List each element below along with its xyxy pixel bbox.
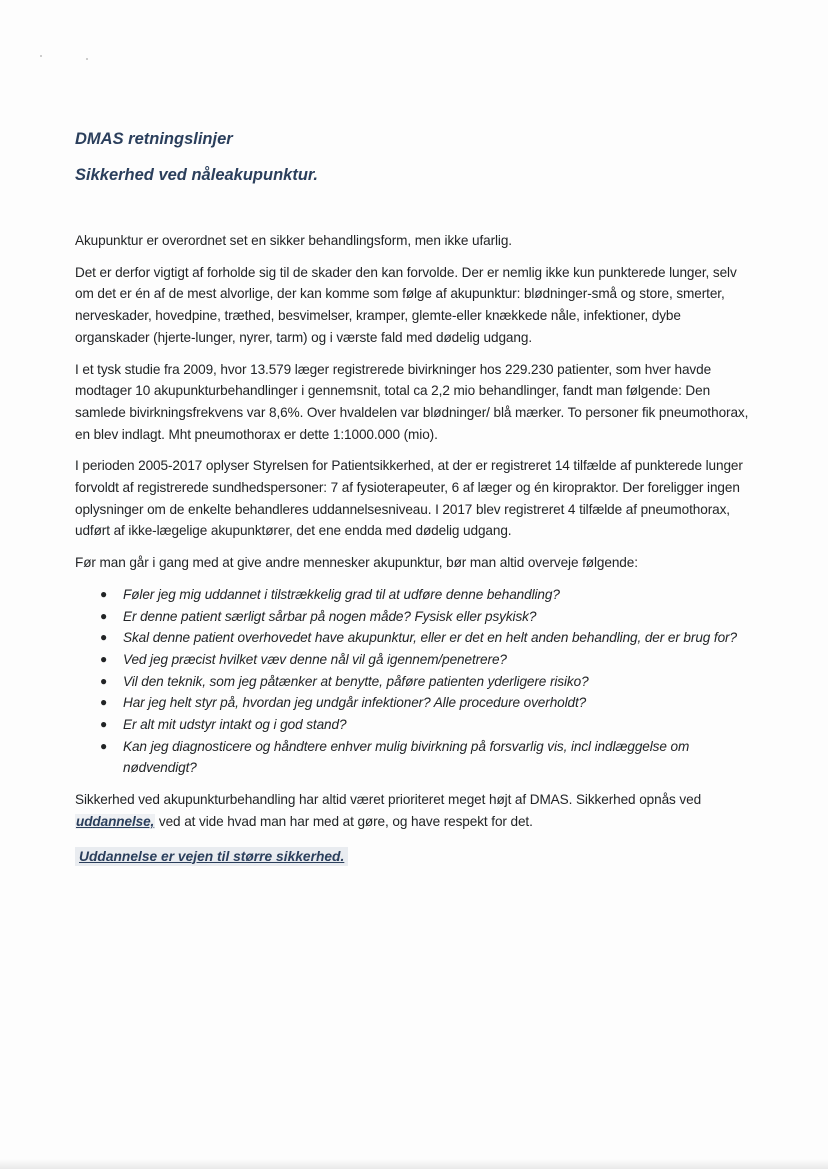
- list-item: [75, 606, 755, 628]
- question-text: Vil den teknik, som jeg påtænker at benytte, påføre patienten yderligere risiko?: [123, 673, 589, 689]
- bullet-icon: ●: [100, 738, 108, 753]
- bullet-icon: ●: [100, 630, 108, 645]
- list-item: [75, 692, 755, 714]
- conclusion-paragraph: [75, 789, 755, 832]
- bullet-icon: ●: [100, 717, 108, 732]
- risks-paragraph: Det er derfor vigtigt af forholde sig til de skader den kan forvolde. Der er nemlig ikke kun punkterede lunger, selv om det er én af de mest alvorlige, der kan komme som følge af akupunktur: blødninger-små og store, smerter, nerveskader, hovedpine, træthed, besvimelser, kramper, glemte-eller knækkede nåle, infektioner, dybe organskader (hjerte-lunger, nyrer, tarm) og i værste fald med dødelig udgang.: [75, 264, 737, 345]
- considerations-intro: Før man går i gang med at give andre mennesker akupunktur, bør man altid overveje følgende:: [75, 555, 638, 571]
- list-item: [75, 671, 755, 693]
- patient-safety-paragraph: I perioden 2005-2017 oplyser Styrelsen for Patientsikkerhed, at der er registreret 14 tilfælde af punkterede lunger forvoldt af registrerede sundhedspersoner: 7 af fysioterapeuter, 6 af læger og én kiropraktor. Der foreligger ingen oplysninger om de enkelte behandleres uddannelsesniveau. I 2017 blev registreret 4 tilfælde af pneumothorax, udført af ikke-lægelige akupunktører, det ene endda med dødelig udgang.: [75, 458, 743, 539]
- bullet-icon: ●: [100, 608, 108, 623]
- list-item: [75, 649, 755, 671]
- list-item: [75, 714, 755, 736]
- scan-speck: [86, 58, 88, 60]
- document-title: DMAS retningslinjer: [75, 130, 233, 148]
- question-text: Er alt mit udstyr intakt og i god stand?: [123, 717, 347, 733]
- list-item: [75, 736, 755, 779]
- intro-paragraph: Akupunktur er overordnet set en sikker behandlingsform, men ikke ufarlig.: [75, 233, 512, 248]
- conclusion-text-before: Sikkerhed ved akupunkturbehandling har altid været prioriteret meget højt af DMAS. Sikkerhed opnås ved: [75, 792, 702, 808]
- questions-list: [75, 584, 755, 779]
- scan-edge-shadow: [0, 1159, 828, 1169]
- scan-speck: [40, 55, 42, 57]
- bullet-icon: ●: [100, 586, 108, 601]
- list-item: [75, 627, 755, 649]
- conclusion-text-after: ved at vide hvad man har med at gøre, og have respekt for det.: [155, 813, 533, 829]
- bullet-icon: ●: [100, 673, 108, 688]
- conclusion-emphasis: uddannelse,: [76, 813, 155, 829]
- bullet-icon: ●: [100, 695, 108, 710]
- bullet-icon: ●: [100, 651, 108, 666]
- question-text: Har jeg helt styr på, hvordan jeg undgår infektioner? Alle procedure overholdt?: [123, 695, 587, 711]
- question-text: Kan jeg diagnosticere og håndtere enhver mulig bivirkning på forsvarlig vis, incl indlæggelse om nødvendigt?: [123, 738, 690, 776]
- closing-statement: Uddannelse er vejen til større sikkerhed.: [75, 847, 348, 866]
- document-subtitle: Sikkerhed ved nåleakupunktur.: [75, 166, 319, 184]
- german-study-paragraph: I et tysk studie fra 2009, hvor 13.579 læger registrerede bivirkninger hos 229.230 patienter, som hver havde modtager 10 akupunkturbehandlinger i gennemsnit, total ca 2,2 mio behandlinger, fandt man følgende: Den samlede bivirkningsfrekvens var 8,6%. Over hvaldelen var blødninger/ blå mærker. To personer fik pneumothorax, en blev indlagt. Mht pneumothorax er dette 1:1000.000 (mio).: [75, 361, 749, 442]
- list-item: [75, 584, 755, 606]
- question-text: Skal denne patient overhovedet have akupunktur, eller er det en helt anden behandling, der er brug for?: [123, 630, 737, 646]
- question-text: Er denne patient særligt sårbar på nogen måde? Fysisk eller psykisk?: [123, 608, 537, 624]
- question-text: Føler jeg mig uddannet i tilstrækkelig grad til at udføre denne behandling?: [123, 586, 560, 602]
- question-text: Ved jeg præcist hvilket væv denne nål vil gå igennem/penetrere?: [123, 651, 507, 667]
- document-body: [75, 128, 755, 866]
